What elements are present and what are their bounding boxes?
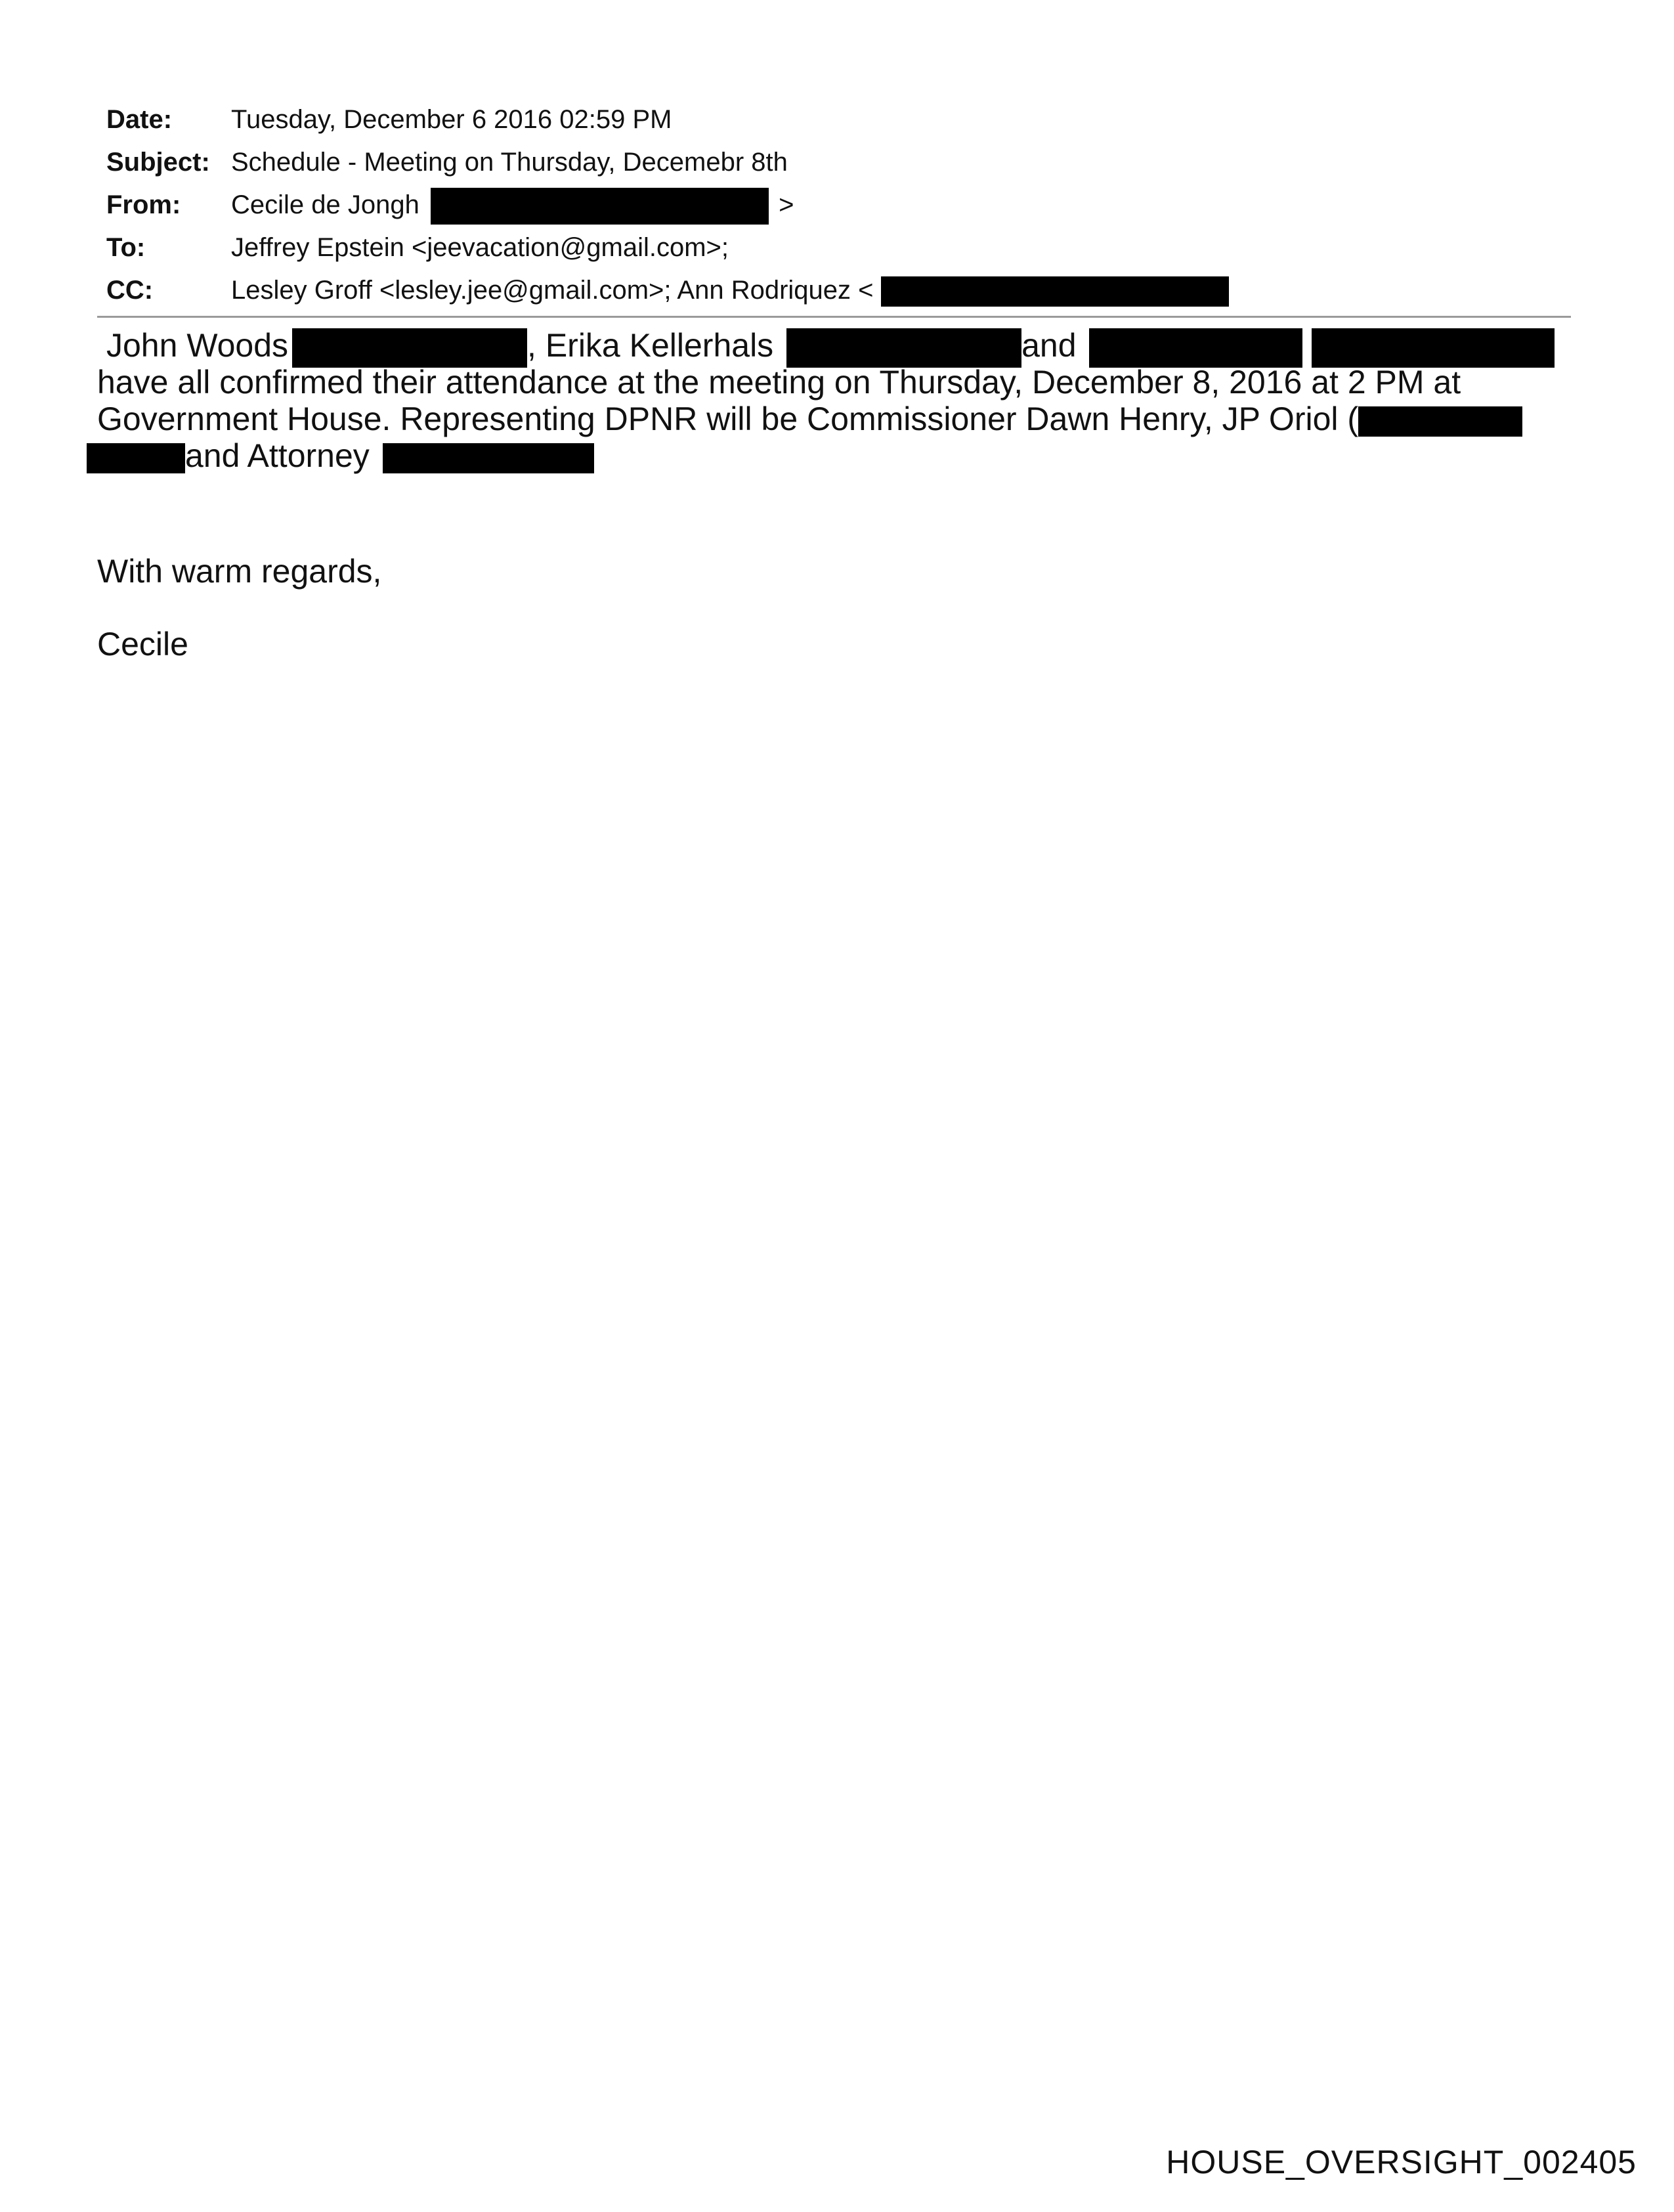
redaction-block — [786, 328, 1021, 368]
redaction-block — [1358, 406, 1522, 437]
redaction-block — [1312, 328, 1555, 368]
to-value: Jeffrey Epstein <jeevacation@gmail.com>; — [231, 233, 729, 262]
body-text: , Erika Kellerhals — [527, 327, 774, 364]
body-text: have all confirmed their attendance at the meeting on Thursday, December 8, 2016 at 2 PM at — [97, 364, 1461, 401]
date-row — [106, 98, 1570, 141]
redaction-block — [1089, 328, 1302, 368]
body-line-4 — [87, 437, 1581, 474]
body-text: John Woods — [106, 327, 289, 364]
bates-number: HOUSE_OVERSIGHT_002405 — [1166, 2144, 1637, 2180]
date-value: Tuesday, December 6 2016 02:59 PM — [231, 105, 672, 134]
cc-text: Lesley Groff <lesley.jee@gmail.com>; Ann Rodriquez < — [231, 276, 874, 305]
cc-label: CC: — [106, 276, 154, 305]
closing-regards: With warm regards, — [97, 553, 382, 590]
redaction-block — [292, 328, 527, 368]
subject-value: Schedule - Meeting on Thursday, Decemebr 8th — [231, 148, 788, 177]
email-body — [97, 327, 1581, 474]
redaction-block — [383, 443, 594, 473]
date-label: Date: — [106, 105, 173, 134]
email-header — [106, 98, 1570, 312]
body-line-3 — [97, 401, 1581, 437]
redaction-block — [87, 443, 185, 473]
to-row — [106, 227, 1570, 269]
body-text: and — [1021, 327, 1077, 364]
from-name: Cecile de Jongh — [231, 190, 419, 219]
from-row — [106, 184, 1570, 227]
cc-value — [231, 269, 1229, 312]
body-line-1 — [97, 327, 1581, 364]
body-line-2 — [97, 364, 1581, 401]
to-label: To: — [106, 233, 146, 262]
header-divider — [97, 316, 1571, 318]
body-text: Government House. Representing DPNR will be Commissioner Dawn Henry, JP Oriol ( — [97, 401, 1359, 437]
cc-row — [106, 269, 1570, 312]
from-bracket: > — [779, 190, 794, 219]
subject-label: Subject: — [106, 148, 210, 177]
from-label: From: — [106, 190, 181, 219]
from-value — [231, 184, 794, 227]
redaction-block — [881, 276, 1229, 307]
closing-signature: Cecile — [97, 626, 188, 662]
subject-row — [106, 141, 1570, 184]
redaction-block — [431, 188, 769, 225]
body-text: and Attorney — [185, 437, 370, 474]
